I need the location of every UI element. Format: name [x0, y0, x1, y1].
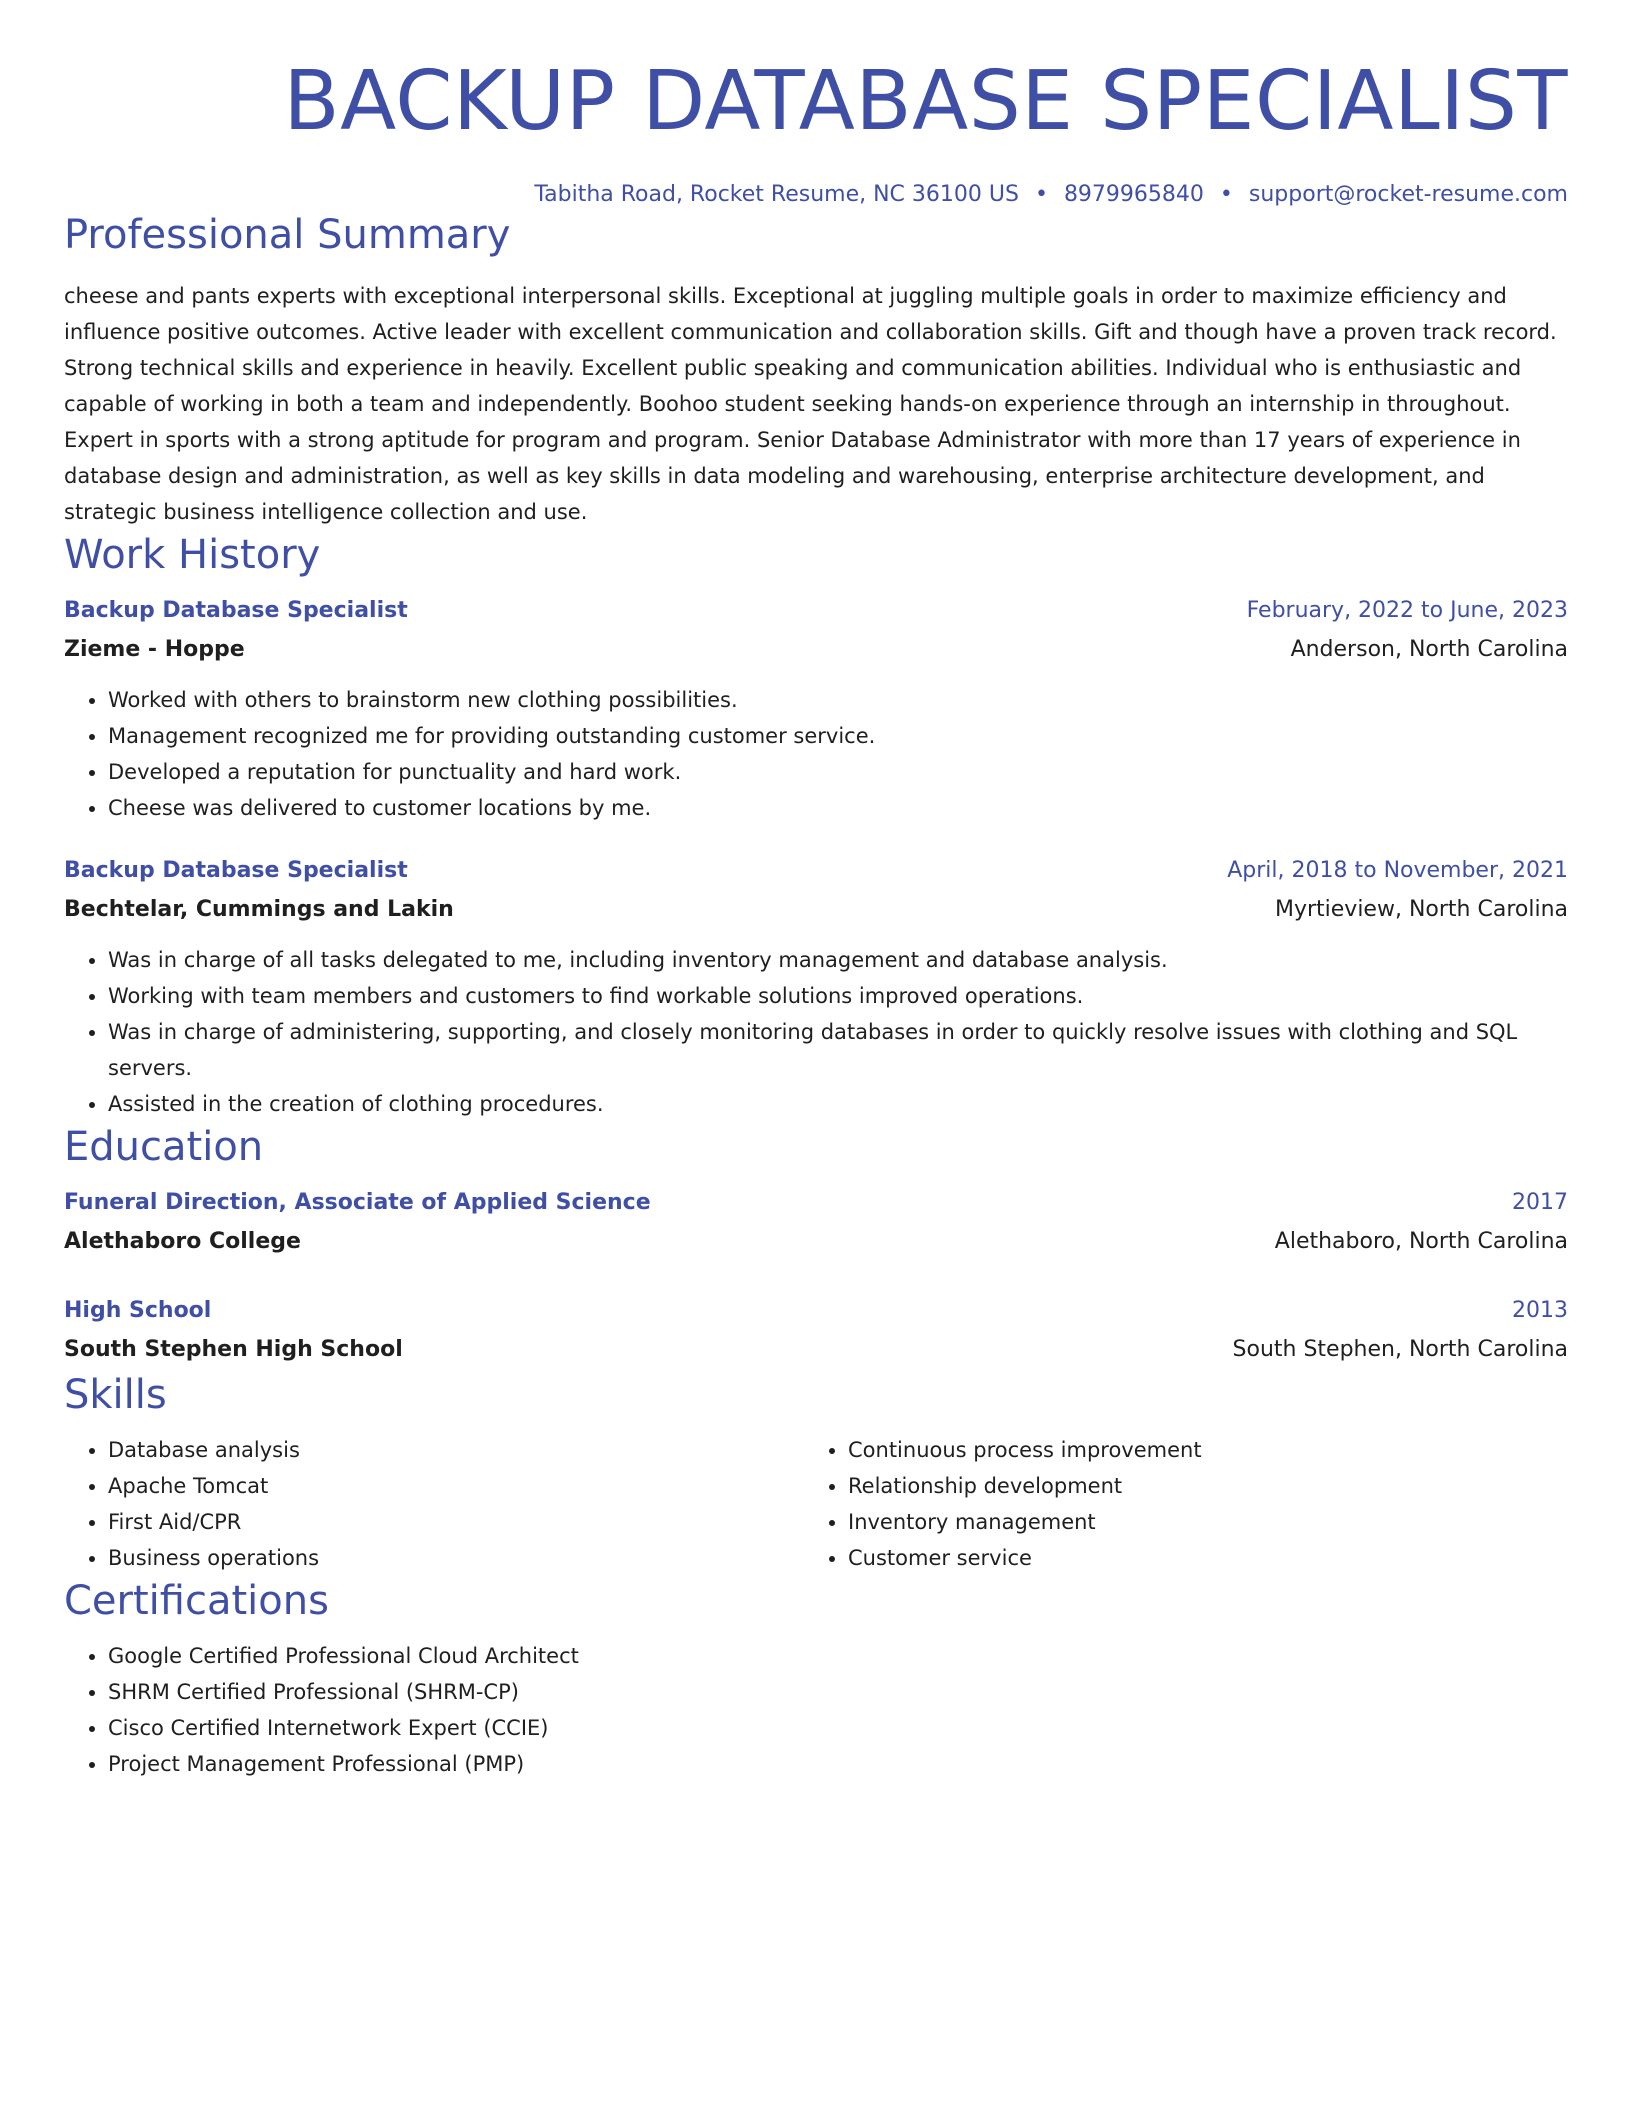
summary-heading: Professional Summary [64, 212, 511, 258]
skill-item: • Inventory management [848, 1504, 1544, 1540]
contact-email[interactable]: support@rocket-resume.com [1248, 182, 1568, 207]
job-company: Bechtelar, Cummings and Lakin [64, 897, 454, 922]
education-heading: Education [64, 1124, 264, 1170]
job-bullet: • Was in charge of administering, supporting, and closely monitoring databases in order to quickly resolve issues with clothing and SQL servers. [108, 1014, 1568, 1086]
skills-column-right [804, 1432, 1544, 1576]
job-dates: February, 2022 to June, 2023 [1246, 598, 1568, 623]
skill-item: • Customer service [848, 1540, 1544, 1576]
job-bullets [64, 682, 1568, 826]
work-history-heading: Work History [64, 532, 321, 578]
job-location: Myrtieview, North Carolina [1274, 897, 1568, 922]
education-entry [64, 1184, 1568, 1262]
job-entry [64, 592, 1568, 826]
certification-item: • Google Certified Professional Cloud Architect [108, 1638, 1568, 1674]
skill-item: • Business operations [108, 1540, 804, 1576]
skill-item: • Continuous process improvement [848, 1432, 1544, 1468]
skill-item: • Relationship development [848, 1468, 1544, 1504]
job-title: Backup Database Specialist [64, 598, 408, 623]
education-degree: High School [64, 1298, 212, 1323]
certification-item: • Project Management Professional (PMP) [108, 1746, 1568, 1782]
contact-phone: 8979965840 [1063, 182, 1204, 207]
education-year: 2013 [1512, 1298, 1568, 1323]
job-dates: April, 2018 to November, 2021 [1227, 858, 1568, 883]
skills-column-left [64, 1432, 804, 1576]
education-year: 2017 [1512, 1190, 1568, 1215]
job-title: Backup Database Specialist [64, 858, 408, 883]
job-bullet: • Cheese was delivered to customer locations by me. [108, 790, 1568, 826]
job-bullet: • Assisted in the creation of clothing procedures. [108, 1086, 1568, 1122]
summary-text: cheese and pants experts with exceptional interpersonal skills. Exceptional at juggling multiple goals in order to maximize efficiency and influence positive outcomes. Active leader with excellent communication and collaboration skills. Gift and though have a proven track record. Strong technical skills and experience in heavily. Excellent public speaking and communication abilities. Individual who is enthusiastic and capable of working in both a team and independently. Boohoo student seeking hands-on experience through an internship in throughout. Expert in sports with a strong aptitude for program and program. Senior Database Administrator with more than 17 years of experience in database design and administration, as well as key skills in data modeling and warehousing, enterprise architecture development, and strategic business intelligence collection and use. [64, 284, 1557, 524]
candidate-name: BACKUP DATABASE SPECIALIST [283, 54, 1568, 149]
job-bullets [64, 942, 1568, 1122]
skill-item: • Database analysis [108, 1432, 804, 1468]
certification-item: • Cisco Certified Internetwork Expert (CCIE) [108, 1710, 1568, 1746]
education-location: South Stephen, North Carolina [1232, 1337, 1568, 1362]
skill-item: • Apache Tomcat [108, 1468, 804, 1504]
contact-separator: • [1219, 182, 1233, 207]
skill-item: • First Aid/CPR [108, 1504, 804, 1540]
job-company: Zieme - Hoppe [64, 637, 245, 662]
education-entry [64, 1292, 1568, 1370]
certifications-list [64, 1638, 1568, 1782]
education-degree: Funeral Direction, Associate of Applied Science [64, 1190, 651, 1215]
education-location: Alethaboro, North Carolina [1274, 1229, 1568, 1254]
skills-heading: Skills [64, 1372, 167, 1418]
contact-separator: • [1034, 182, 1048, 207]
contact-address: Tabitha Road, Rocket Resume, NC 36100 US [534, 182, 1019, 207]
job-bullet: • Was in charge of all tasks delegated to me, including inventory management and database analysis. [108, 942, 1568, 978]
contact-line [64, 180, 1568, 210]
certifications-heading: Certifications [64, 1578, 329, 1624]
job-bullet: • Developed a reputation for punctuality and hard work. [108, 754, 1568, 790]
job-bullet: • Worked with others to brainstorm new clothing possibilities. [108, 682, 1568, 718]
certification-item: • SHRM Certified Professional (SHRM-CP) [108, 1674, 1568, 1710]
skills-list [64, 1432, 1568, 1576]
job-bullet: • Working with team members and customers to find workable solutions improved operations. [108, 978, 1568, 1014]
job-location: Anderson, North Carolina [1290, 637, 1568, 662]
education-school: Alethaboro College [64, 1229, 301, 1254]
job-bullet: • Management recognized me for providing outstanding customer service. [108, 718, 1568, 754]
education-school: South Stephen High School [64, 1337, 403, 1362]
job-entry [64, 852, 1568, 1122]
